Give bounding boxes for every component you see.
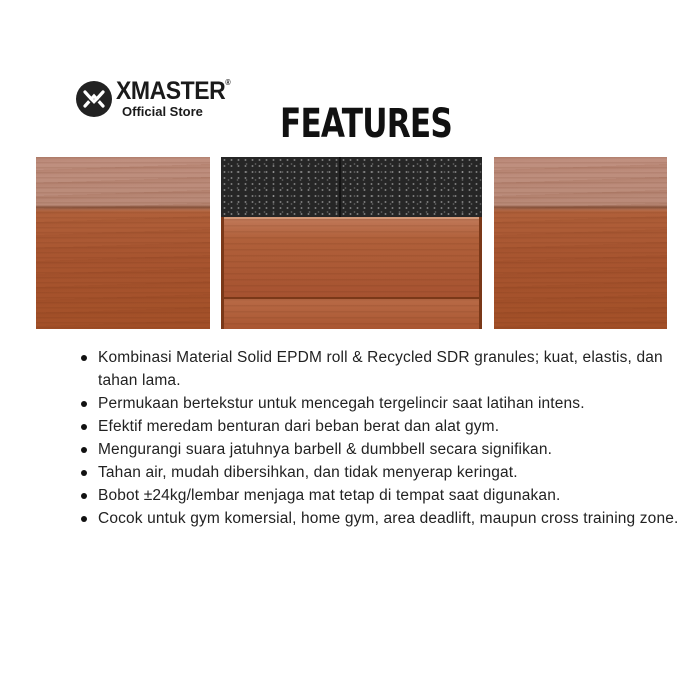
brand-logo	[76, 79, 240, 118]
brand-subtitle: Official Store	[122, 104, 203, 119]
wood-surface-image	[494, 157, 667, 329]
xmaster-logo-icon	[76, 81, 112, 117]
feature-item: Efektif meredam benturan dari beban berat dan alat gym.	[80, 415, 680, 438]
brand-name: XMASTER®	[116, 77, 231, 105]
feature-item: Kombinasi Material Solid EPDM roll & Recycled SDR granules; kuat, elastis, dan tahan lama.	[80, 346, 680, 392]
feature-item: Mengurangi suara jatuhnya barbell & dumbbell secara signifikan.	[80, 438, 680, 461]
page-title: FEATURES	[280, 100, 452, 147]
rubber-and-wood-mat-image	[221, 157, 482, 329]
wood-surface-image	[36, 157, 210, 329]
feature-list	[80, 346, 680, 530]
feature-item: Bobot ±24kg/lembar menjaga mat tetap di tempat saat digunakan.	[80, 484, 680, 507]
feature-item: Cocok untuk gym komersial, home gym, area deadlift, maupun cross training zone.	[80, 507, 680, 530]
feature-item: Permukaan bertekstur untuk mencegah tergelincir saat latihan intens.	[80, 392, 680, 415]
feature-item: Tahan air, mudah dibersihkan, dan tidak menyerap keringat.	[80, 461, 680, 484]
